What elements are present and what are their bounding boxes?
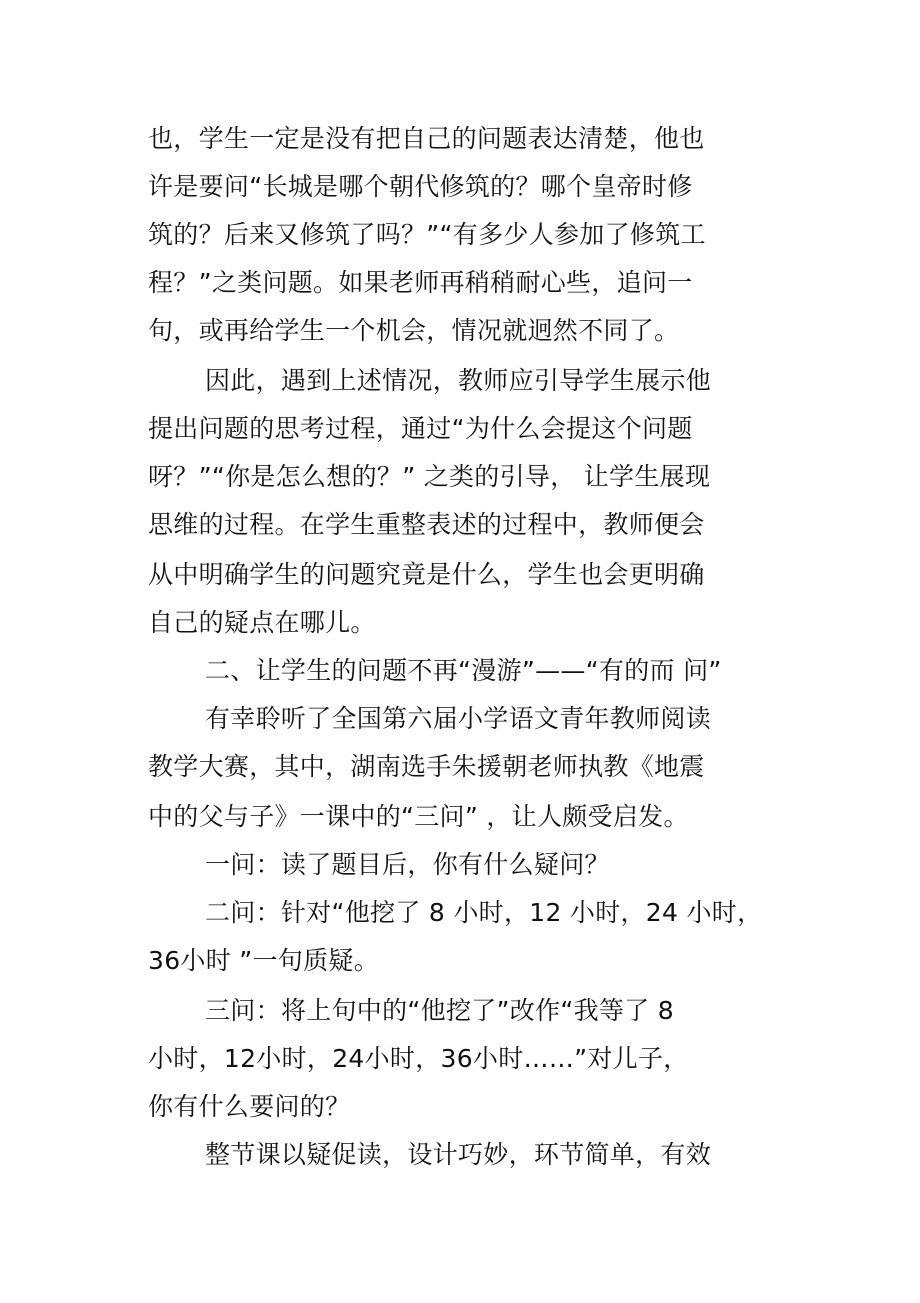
paragraph-start-line: 有幸聆听了全国第六届小学语文青年教师阅读 (205, 704, 712, 733)
text-line: 教学大赛，其中，湖南选手朱援朝老师执教《地震 (148, 752, 705, 781)
text-line: 你有什么要问的？ (148, 1092, 351, 1121)
text-line: 提出问题的思考过程，通过“为什么会提这个问题 (148, 414, 693, 443)
text-line: 程？”之类问题。如果老师再稍稍耐心些，追问一 (148, 268, 693, 297)
text-line: 中的父与子》一课中的“三问” ，让人颇受启发。 (148, 802, 689, 831)
text-line: 呀？”“你是怎么想的？” 之类的引导， 让学生展现 (148, 462, 711, 491)
text-line: 句，或再给学生一个机会，情况就迥然不同了。 (148, 316, 680, 345)
text-line: 思维的过程。在学生重整表述的过程中，教师便会 (148, 510, 705, 539)
text-line: 也，学生一定是没有把自己的问题表达清楚，他也 (148, 124, 705, 153)
paragraph-start-line: 二问：针对“他挖了 8 小时，12 小时，24 小时， (205, 898, 763, 927)
text-line: 小时，12小时，24小时，36小时……”对儿子， (148, 1044, 689, 1073)
paragraph-start-line: 一问：读了题目后，你有什么疑问？ (205, 850, 610, 879)
text-line: 从中明确学生的问题究竟是什么，学生也会更明确 (148, 560, 705, 589)
text-line: 筑的？后来又修筑了吗？”“有多少人参加了修筑工 (148, 220, 706, 249)
paragraph-start-line: 三问：将上句中的“他挖了”改作“我等了 8 (205, 996, 675, 1025)
section-heading: 二、让学生的问题不再“漫游”——“有的而 问” (205, 656, 722, 685)
text-line: 自己的疑点在哪儿。 (148, 608, 376, 637)
text-line: 许是要问“长城是哪个朝代修筑的？哪个皇帝时修 (148, 172, 693, 201)
paragraph-start-line: 整节课以疑促读，设计巧妙，环节简单，有效 (205, 1140, 712, 1169)
paragraph-start-line: 因此，遇到上述情况，教师应引导学生展示他 (205, 366, 712, 395)
text-line: 36小时 ”一句质疑。 (148, 946, 380, 975)
